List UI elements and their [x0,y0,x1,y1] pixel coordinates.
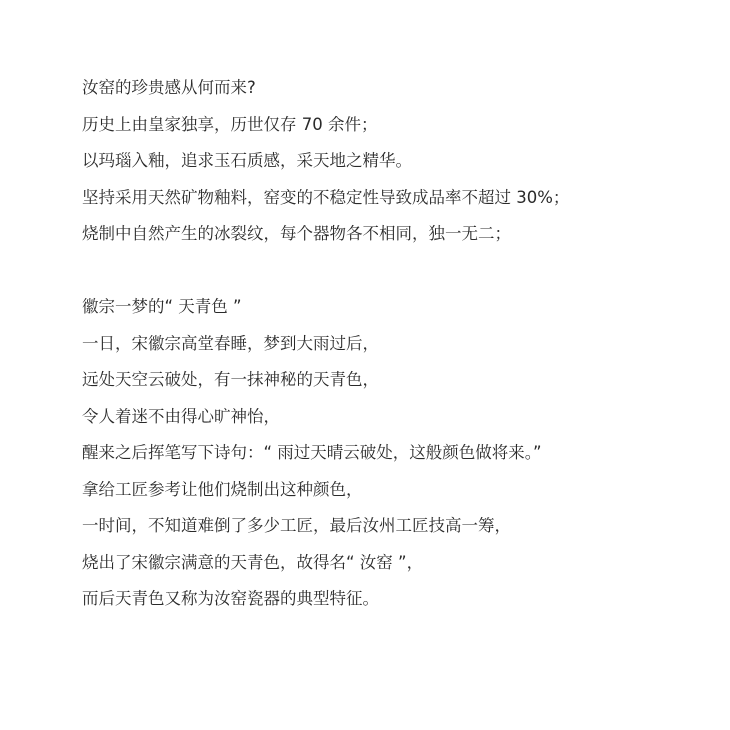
text-line: 以玛瑙入釉，追求玉石质感，采天地之精华。 [82,151,412,170]
text-line: 令人着迷不由得心旷神怡， [82,406,280,426]
document-body [82,70,702,618]
text-line: 烧出了宋徽宗满意的天青色，故得名“ 汝窑 ”， [82,552,424,572]
paragraph-heading: 汝窑的珍贵感从何而来? [82,78,256,97]
text-line: 坚持采用天然矿物釉料，窑变的不稳定性导致成品率不超过 30%； [82,187,570,207]
paragraph-heading: 徽宗一梦的“ 天青色 ” [82,297,242,316]
text-line: 一日，宋徽宗高堂春睡，梦到大雨过后， [82,333,379,353]
paragraph-huizong-dream [82,289,702,618]
text-line: 而后天青色又称为汝窑瓷器的典型特征。 [82,589,379,608]
paragraph-ru-kiln-value [82,70,702,253]
text-line: 历史上由皇家独享，历世仅存 70 余件； [82,114,378,134]
text-line: 一时间，不知道难倒了多少工匠，最后汝州工匠技高一筹， [82,516,511,535]
text-line: 醒来之后挥笔写下诗句：“ 雨过天晴云破处，这般颜色做将来。” [82,443,542,462]
text-line: 烧制中自然产生的冰裂纹，每个器物各不相同，独一无二； [82,224,511,243]
text-line: 拿给工匠参考让他们烧制出这种颜色， [82,479,363,499]
text-line: 远处天空云破处，有一抹神秘的天青色， [82,370,379,389]
